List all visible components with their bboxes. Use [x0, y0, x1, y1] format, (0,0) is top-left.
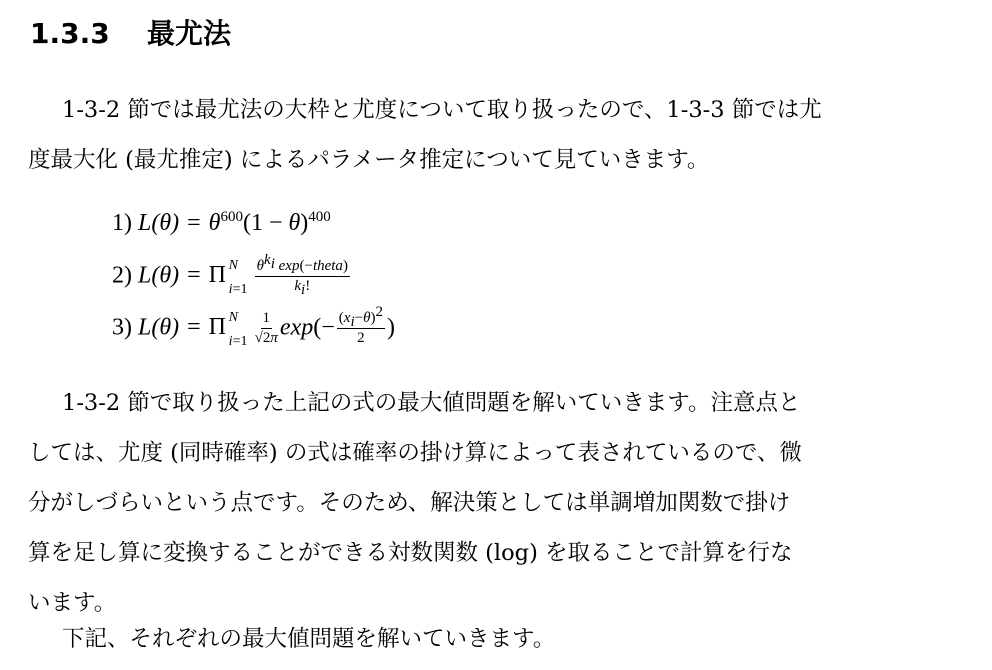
discussion-line-3: 分がしづらいという点です。そのため、解決策としては単調増加関数で掛け — [28, 490, 791, 516]
discussion-line-2: しては、尤度 (同時確率) の式は確率の掛け算によって表されているので、微 — [28, 440, 802, 466]
equation-lhs: L(θ) — [138, 314, 180, 341]
closing-line-1: 下記、それぞれの最大値問題を解いていきます。 — [62, 626, 556, 652]
product-operator: Π N i=1 — [208, 310, 248, 350]
equation-label: 3) — [112, 314, 132, 341]
product-operator: Π N i=1 — [208, 258, 248, 298]
equation-3-fraction-b: $\frac{(x_i-\theta)^2}{2}$ — [338, 304, 383, 347]
section-heading — [30, 12, 231, 52]
equation-lhs: L(θ) — [138, 210, 180, 236]
equation-lhs: L(θ) — [138, 262, 180, 289]
intro-line-1: 1-3-2 節では最尤法の大枠と尤度について取り扱ったので、1-3-3 節では尤 — [62, 97, 822, 123]
equation-3-fraction-a: $\frac{1}{√2\pi}$ — [254, 310, 278, 347]
equation-2: 2) L(θ) = Π N i=1 $\frac{\theta^{k_i} \exp(-theta)}{k_i!}$ — [112, 252, 348, 299]
discussion-line-4: 算を足し算に変換することができる対数関数 (log) を取ることで計算を行な — [28, 540, 793, 566]
discussion-line-5: います。 — [28, 590, 117, 616]
discussion-paragraph — [28, 378, 978, 628]
discussion-line-1: 1-3-2 節で取り扱った上記の式の最大値問題を解いていきます。注意点と — [62, 390, 801, 416]
equation-1: 1) $L(\theta) = \theta^{600}(1 - \theta)^{400}$ — [112, 209, 331, 236]
section-number: 1.3.3 — [30, 17, 110, 50]
equation-2-fraction: $\frac{\theta^{k_i} \exp(-theta)}{k_i!}$ — [256, 252, 348, 299]
equation-label: 2) — [112, 262, 132, 289]
section-title: 最尤法 — [147, 17, 232, 50]
equation-3: 3) L(θ) = Π N i=1 $\frac{1}{√2\pi}$ exp(− $\frac{(x_i-\theta)^2}{2}$ ) — [112, 304, 395, 350]
closing-paragraph — [28, 614, 978, 664]
intro-line-2: 度最大化 (最尤推定) によるパラメータ推定について見ていきます。 — [28, 147, 710, 173]
intro-paragraph — [28, 85, 978, 185]
equation-label: 1) — [112, 210, 132, 236]
